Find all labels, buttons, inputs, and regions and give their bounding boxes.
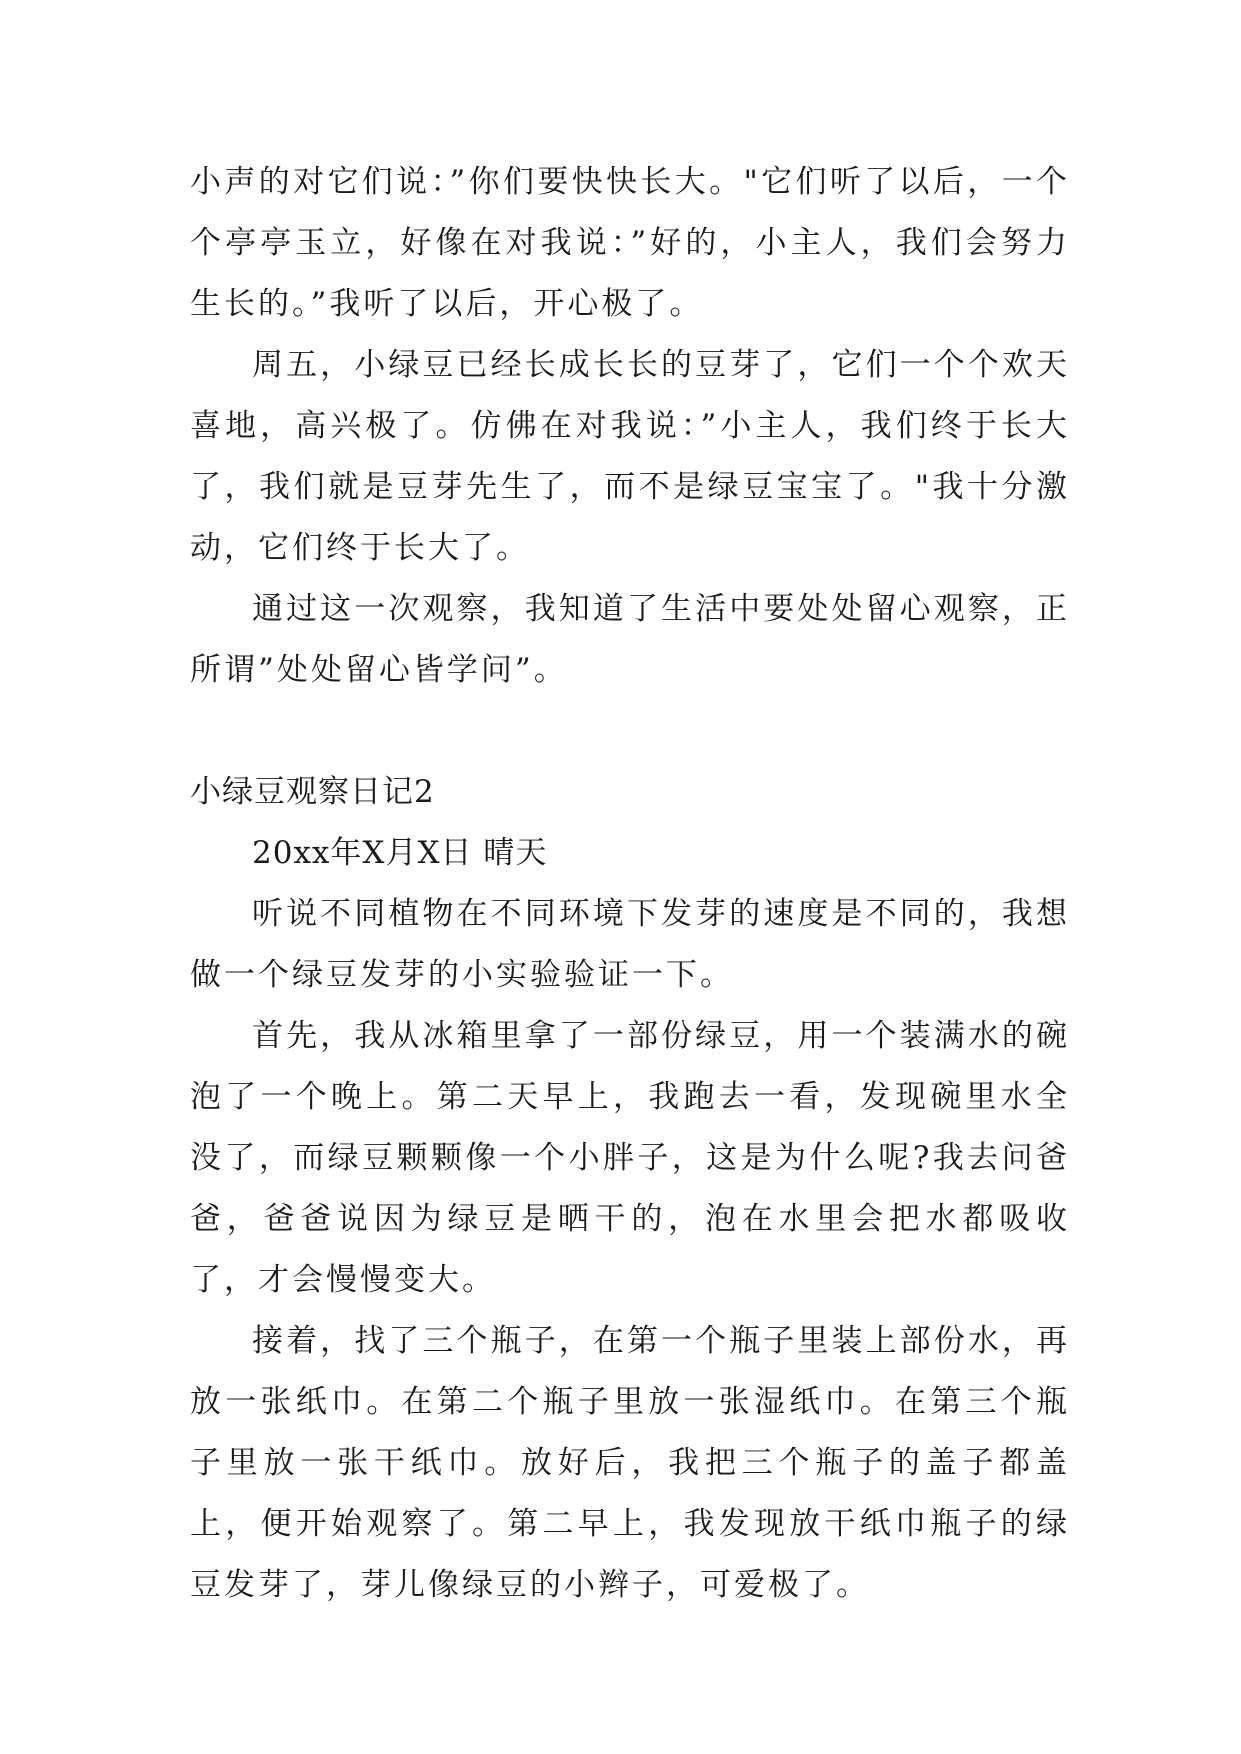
paragraph-friday: 周五，小绿豆已经长成长长的豆芽了，它们一个个欢天喜地，高兴极了。仿佛在对我说：”小主人，我们终于长大了，我们就是豆芽先生了，而不是绿豆宝宝了。"我十分激动，它们终于长大了。 [190,347,1070,566]
paragraph-bottles: 接着，找了三个瓶子，在第一个瓶子里装上部份水，再放一张纸巾。在第二个瓶子里放一张湿纸巾。在第三个瓶子里放一张干纸巾。放好后，我把三个瓶子的盖子都盖上，便开始观察了。第二早上，我发现放干纸巾瓶子的绿豆发芽了，芽儿像绿豆的小辫子，可爱极了。 [190,1323,1070,1603]
paragraph-soaking: 首先，我从冰箱里拿了一部份绿豆，用一个装满水的碗泡了一个晚上。第二天早上，我跑去一看，发现碗里水全没了，而绿豆颗颗像一个小胖子，这是为什么呢?我去问爸爸，爸爸说因为绿豆是晒干的，泡在水里会把水都吸收了，才会慢慢变大。 [190,1018,1070,1298]
paragraph-continued: 小声的对它们说：”你们要快快长大。"它们听了以后，一个个亭亭玉立，好像在对我说：”好的，小主人，我们会努力生长的。”我听了以后，开心极了。 [190,164,1070,322]
diary-date: 20xx年X月X日 晴天 [252,835,548,871]
paragraph-intro: 听说不同植物在不同环境下发芽的速度是不同的，我想做一个绿豆发芽的小实验验证一下。 [190,896,1070,993]
diary-title: 小绿豆观察日记2 [190,774,435,810]
paragraph-conclusion: 通过这一次观察，我知道了生活中要处处留心观察，正所谓”处处留心皆学问”。 [190,591,1070,688]
document-body [190,152,1070,1616]
